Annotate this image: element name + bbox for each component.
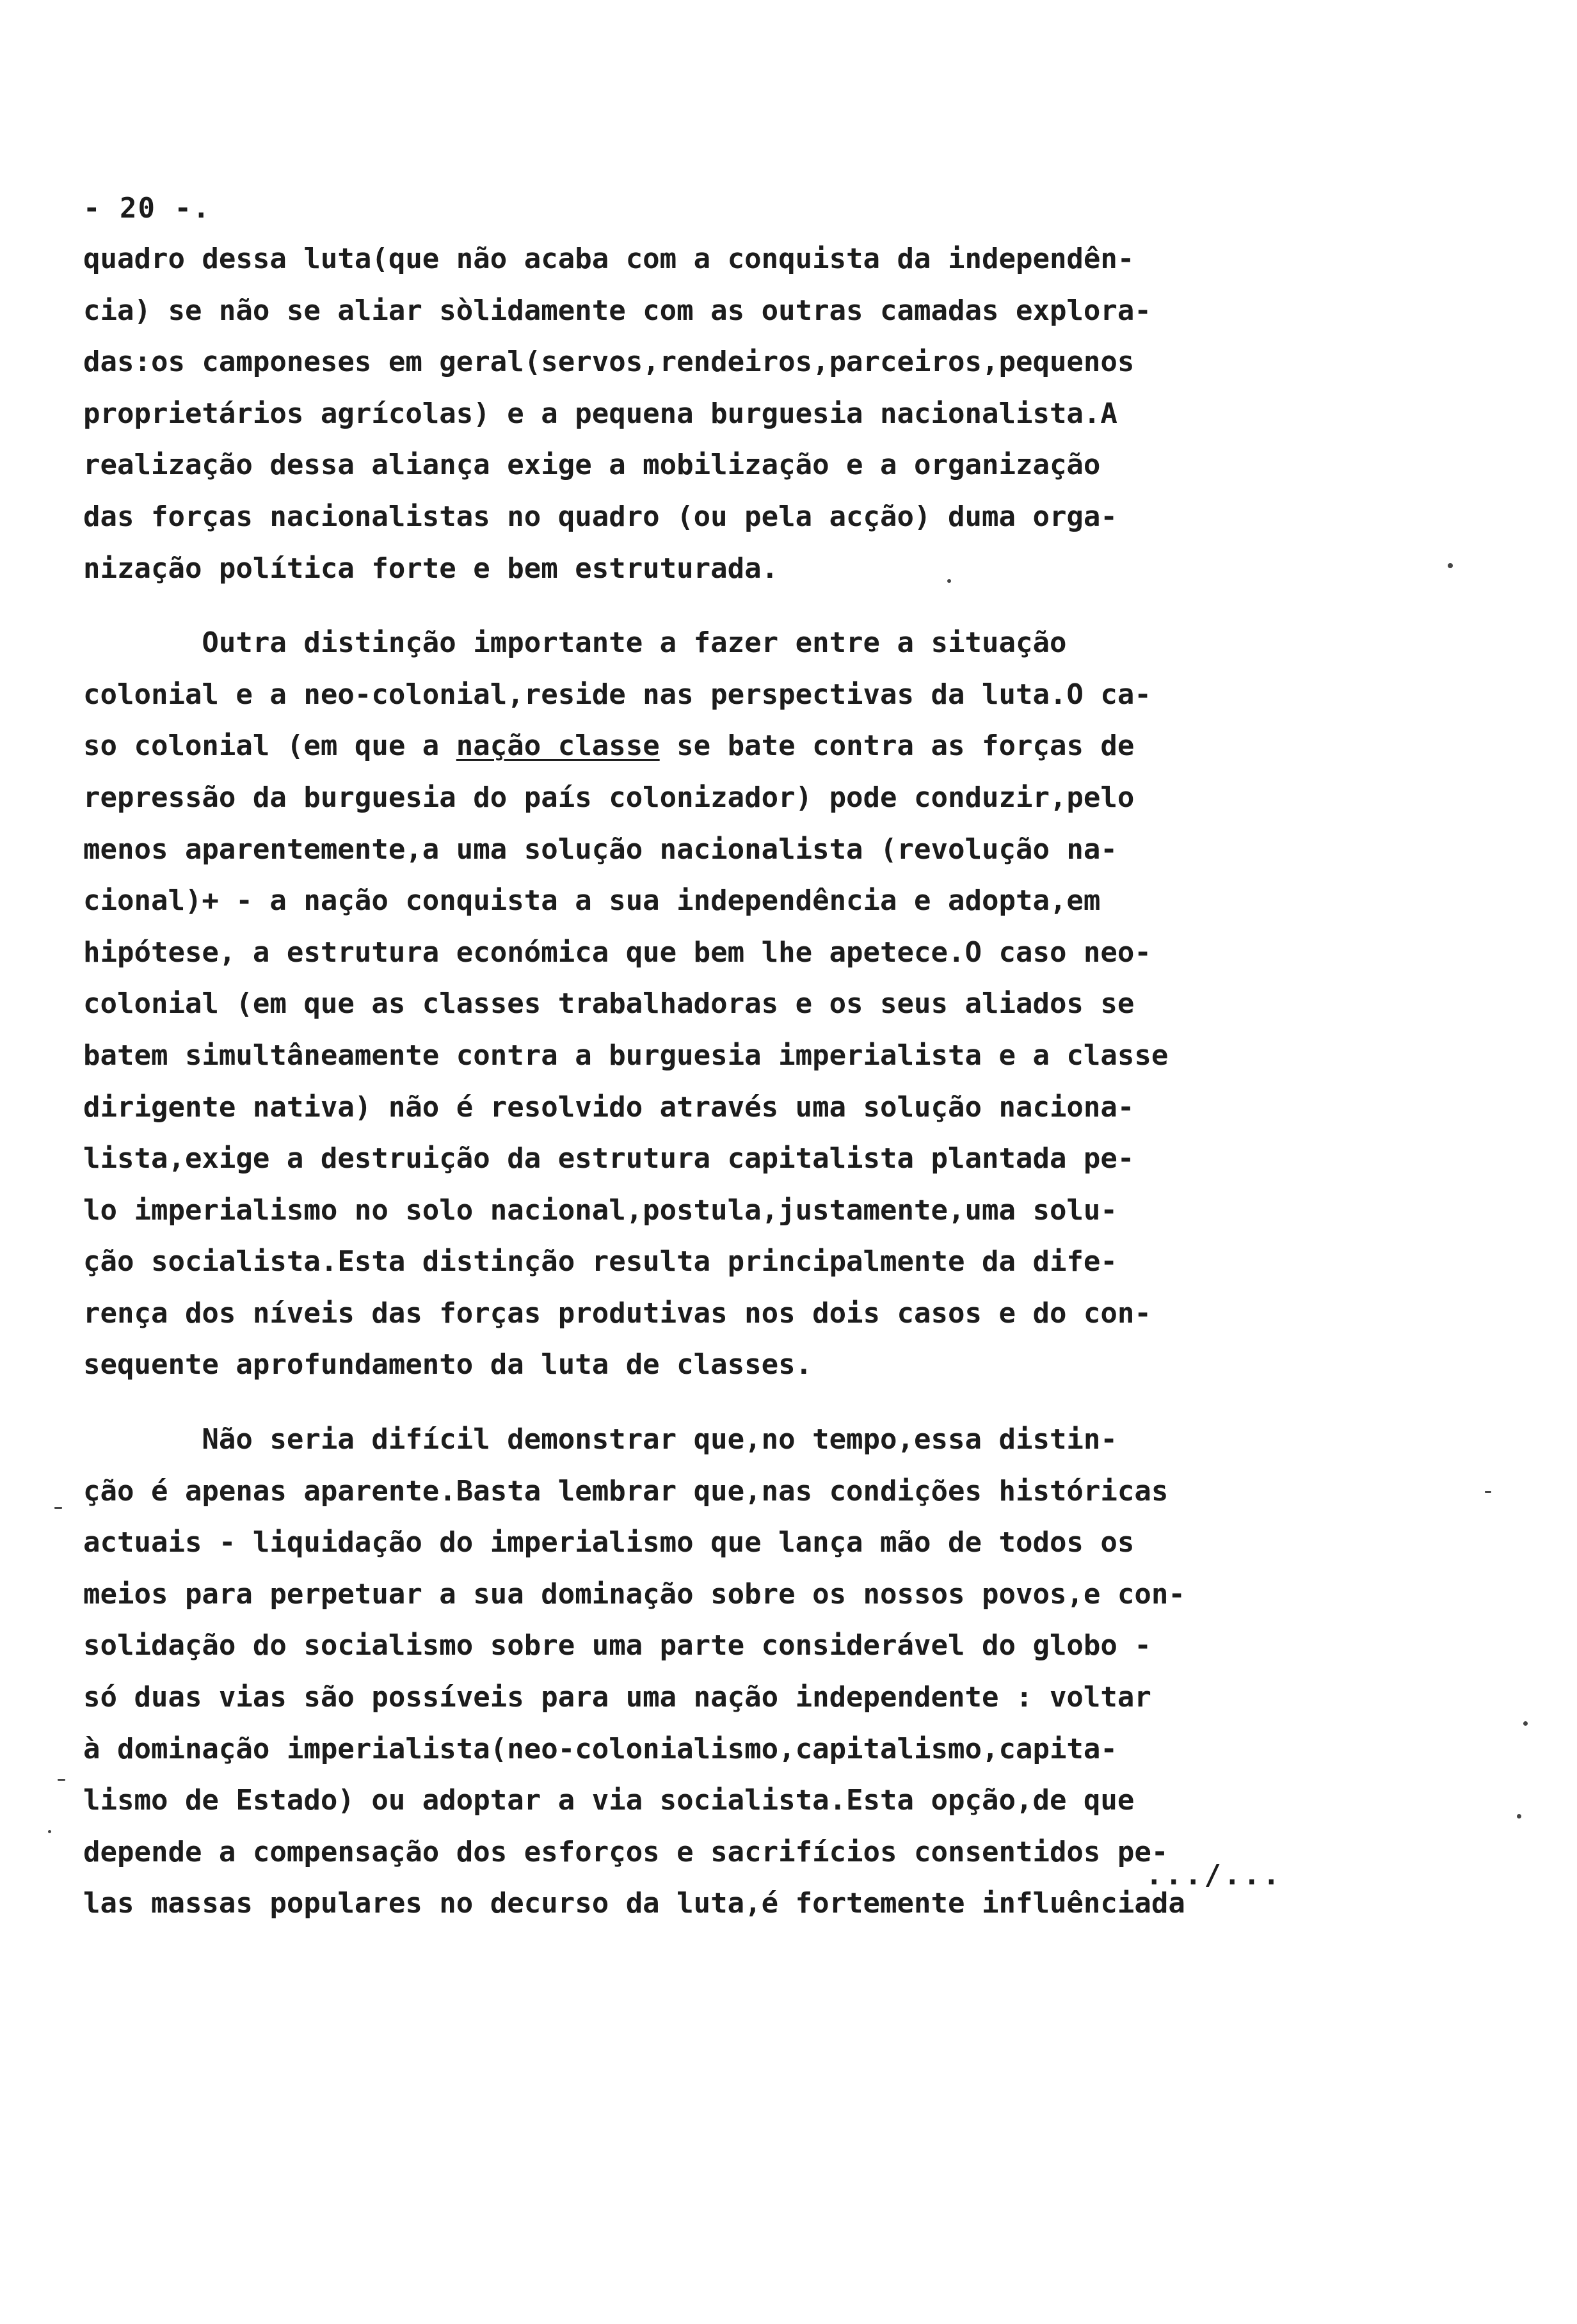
text-line: ção é apenas aparente.Basta lembrar que,nas condições históricas — [83, 1474, 1169, 1508]
text-line: nização política forte e bem estruturada. — [83, 552, 779, 585]
underlined-phrase: nação classe — [456, 729, 660, 763]
scan-speck — [58, 1779, 65, 1781]
text-line: proprietários agrícolas) e a pequena burguesia nacionalista.A — [83, 397, 1117, 430]
text-line: quadro dessa luta(que não acaba com a conquista da independên- — [83, 243, 1135, 275]
text-line: las massas populares no decurso da luta,é fortemente influênciada — [83, 1887, 1185, 1920]
scan-speck — [54, 1507, 62, 1509]
scan-speck — [1523, 1721, 1528, 1726]
text-line: colonial (em que as classes trabalhadoras e os seus aliados se — [83, 987, 1135, 1021]
text-line: meios para perpetuar a sua dominação sobre os nossos povos,e con- — [83, 1577, 1185, 1611]
body-text — [83, 234, 1331, 1930]
paragraph-2 — [83, 617, 1331, 1391]
text-line: só duas vias são possíveis para uma nação independente : voltar — [83, 1681, 1151, 1714]
text-line: lo imperialismo no solo nacional,postula,justamente,uma solu- — [83, 1193, 1117, 1227]
text-line: lismo de Estado) ou adoptar a via socialista.Esta opção,de que — [83, 1784, 1135, 1817]
text-line: rença dos níveis das forças produtivas nos dois casos e do con- — [83, 1296, 1151, 1330]
text-line: Não seria difícil demonstrar que,no tempo,essa distin- — [83, 1423, 1117, 1456]
scan-speck — [1485, 1491, 1491, 1493]
paragraph-1 — [83, 234, 1331, 594]
paragraph-3 — [83, 1414, 1331, 1930]
text-line: lista,exige a destruição da estrutura capitalista plantada pe- — [83, 1142, 1135, 1175]
continuation-marker: .../... — [1146, 1859, 1283, 1891]
page-number: - 20 -. — [83, 192, 211, 225]
text-line: cional)+ - a nação conquista a sua independência e adopta,em — [83, 884, 1101, 918]
text-line: das:os camponeses em geral(servos,rendeiros,parceiros,pequenos — [83, 346, 1135, 379]
text-line-with-underline — [83, 720, 1331, 772]
text-line: repressão da burguesia do país colonizador) pode conduzir,pelo — [83, 781, 1135, 814]
text-line: colonial e a neo-colonial,reside nas perspectivas da luta.O ca- — [83, 678, 1151, 711]
scan-speck — [48, 1830, 51, 1833]
text-segment: se bate contra as forças de — [659, 729, 1135, 763]
text-segment: so colonial (em que a — [83, 729, 456, 763]
scan-speck — [1448, 563, 1453, 568]
text-line: dirigente nativa) não é resolvido através uma solução naciona- — [83, 1090, 1135, 1124]
text-line: depende a compensação dos esforços e sacrifícios consentidos pe- — [83, 1835, 1169, 1868]
text-line: actuais - liquidação do imperialismo que lança mão de todos os — [83, 1526, 1135, 1559]
text-line: cia) se não se aliar sòlidamente com as outras camadas explora- — [83, 294, 1151, 327]
text-line: à dominação imperialista(neo-colonialismo,capitalismo,capita- — [83, 1732, 1117, 1765]
scan-speck — [1517, 1814, 1521, 1819]
text-line: ção socialista.Esta distinção resulta principalmente da dife- — [83, 1245, 1117, 1278]
text-line: realização dessa aliança exige a mobilização e a organização — [83, 449, 1101, 482]
text-line: batem simultâneamente contra a burguesia imperialista e a classe — [83, 1039, 1169, 1072]
text-line: sequente aprofundamento da luta de classes. — [83, 1348, 813, 1381]
text-line: das forças nacionalistas no quadro (ou pela acção) duma orga- — [83, 500, 1117, 533]
text-line: menos aparentemente,a uma solução nacionalista (revolução na- — [83, 832, 1117, 866]
text-line: Outra distinção importante a fazer entre a situação — [83, 626, 1067, 660]
text-line: solidação do socialismo sobre uma parte considerável do globo - — [83, 1629, 1151, 1662]
text-line: hipótese, a estrutura económica que bem lhe apetece.O caso neo- — [83, 935, 1151, 969]
